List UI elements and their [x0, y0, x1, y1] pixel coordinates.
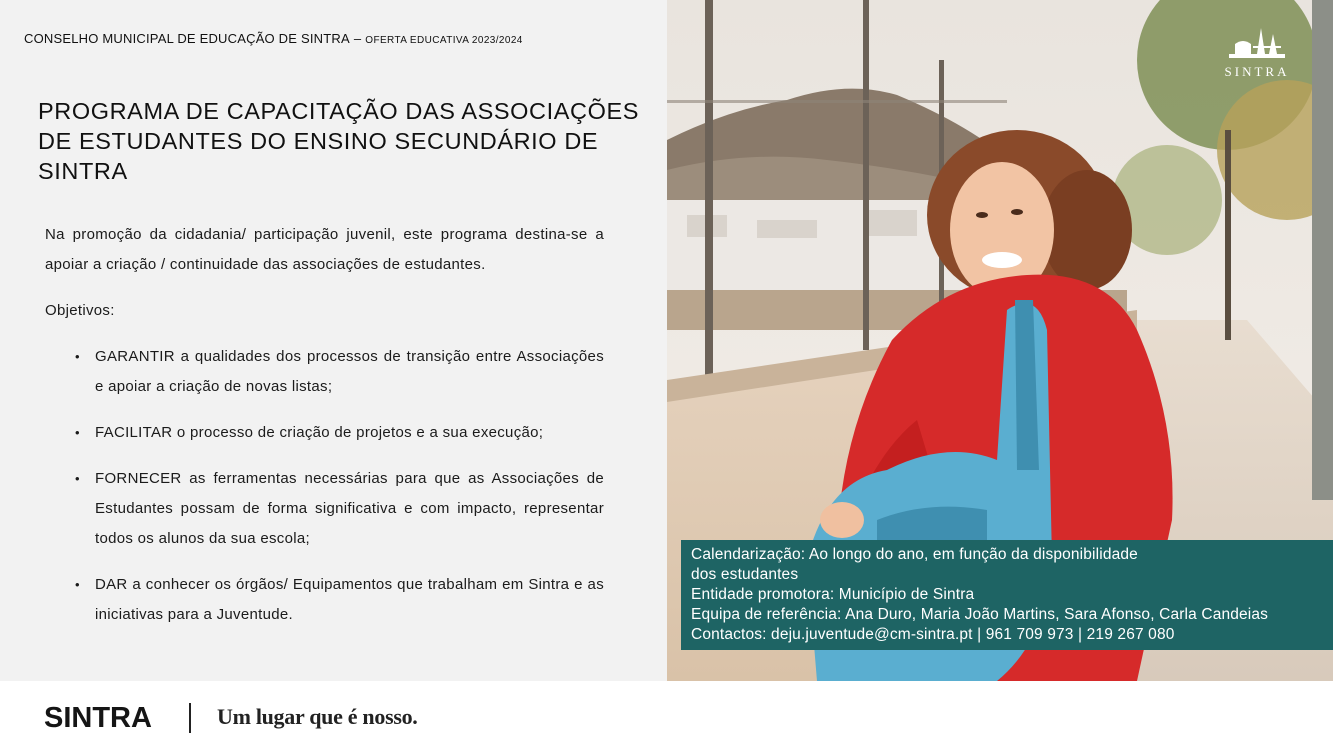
bullet-icon: •	[75, 425, 80, 440]
photo-logo-text: SINTRA	[1224, 64, 1290, 79]
objectives-label: Objetivos:	[45, 302, 115, 319]
footer-logo: SINTRA	[44, 702, 152, 734]
footer-tagline: Um lugar que é nosso.	[217, 704, 418, 729]
info-box	[681, 540, 1333, 650]
reference-team: Equipa de referência: Ana Duro, Maria João Martins, Sara Afonso, Carla Candeias	[691, 606, 1269, 623]
calendar-line-2: dos estudantes	[691, 566, 799, 583]
promoting-entity: Entidade promotora: Município de Sintra	[691, 586, 975, 603]
objectives-list	[45, 342, 604, 630]
footer-divider	[189, 703, 191, 733]
intro-paragraph: Na promoção da cidadania/ participação juvenil, este programa destina-se a apoiar a criação / continuidade das associações de estudantes.	[45, 226, 604, 273]
bullet-icon: •	[75, 577, 80, 592]
sintra-logo	[1221, 24, 1293, 80]
palace-icon	[1221, 24, 1293, 64]
objective-text: FACILITAR o processo de criação de projetos e a sua execução;	[95, 424, 544, 441]
header-line	[24, 31, 523, 46]
objective-item	[45, 342, 604, 402]
objective-item	[45, 418, 604, 448]
objective-item	[45, 570, 604, 630]
page-title: PROGRAMA DE CAPACITAÇÃO DAS ASSOCIAÇÕES DE ESTUDANTES DO ENSINO SECUNDÁRIO DE SINTRA	[38, 98, 640, 184]
header-organization: CONSELHO MUNICIPAL DE EDUCAÇÃO DE SINTRA	[24, 31, 350, 46]
objective-text: GARANTIR a qualidades dos processos de transição entre Associações e apoiar a criação de novas listas;	[95, 348, 604, 395]
calendar-line-1: Calendarização: Ao longo do ano, em função da disponibilidade	[691, 546, 1138, 563]
text-panel	[0, 0, 667, 681]
bullet-icon: •	[75, 471, 80, 486]
footer	[0, 681, 1333, 750]
objective-text: DAR a conhecer os órgãos/ Equipamentos que trabalham em Sintra e as iniciativas para a Juventude.	[95, 576, 604, 623]
objective-text: FORNECER as ferramentas necessárias para que as Associações de Estudantes possam de forma significativa e com impacto, representar todos os alunos da sua escola;	[95, 470, 604, 547]
bullet-icon: •	[75, 349, 80, 364]
header-separator: –	[353, 31, 362, 46]
contacts: Contactos: deju.juventude@cm-sintra.pt | 961 709 973 | 219 267 080	[691, 626, 1175, 643]
header-subtitle: OFERTA EDUCATIVA 2023/2024	[365, 35, 523, 46]
body-text	[45, 220, 604, 646]
objective-item	[45, 464, 604, 554]
